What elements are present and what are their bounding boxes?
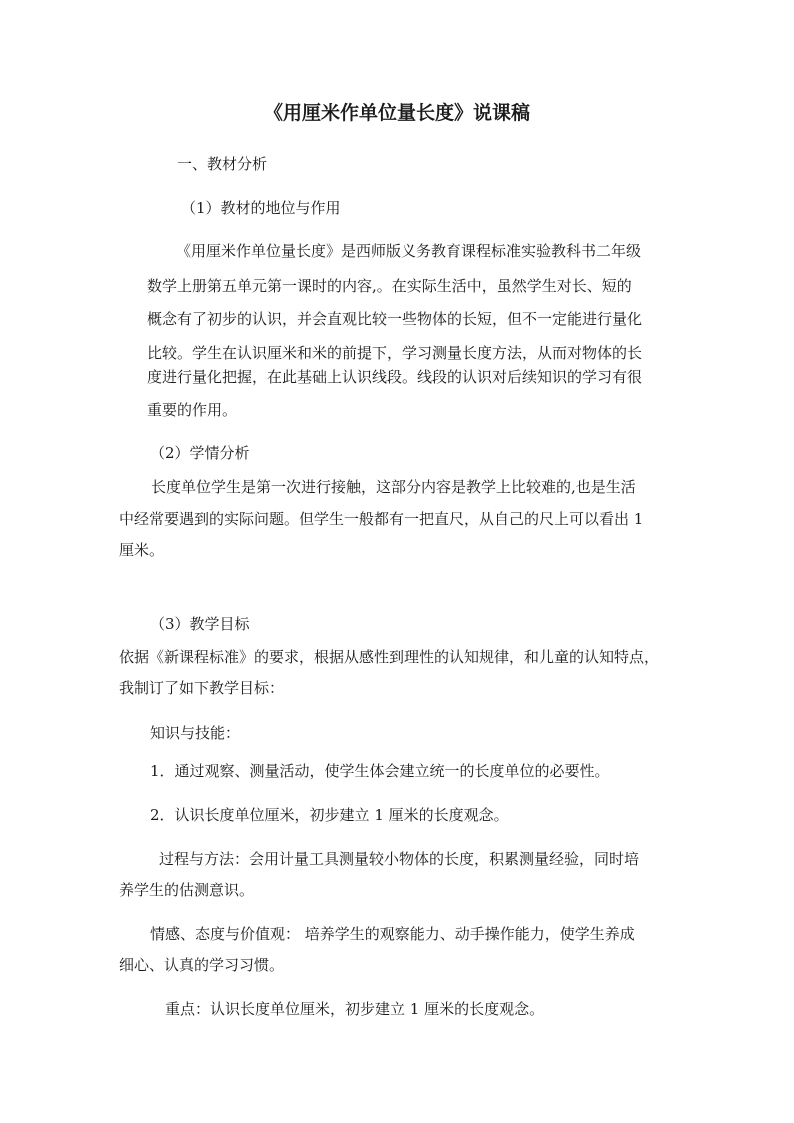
key-point-line: 重点：认识长度单位厘米，初步建立 1 厘米的长度观念。 [165, 1000, 545, 1018]
paragraph-line: 概念有了初步的认识，并会直观比较一些物体的长短，但不一定能进行量化 [147, 310, 643, 328]
paragraph-line: 《用厘米作单位量长度》是西师版义务教育课程标准实验教科书二年级 [176, 242, 642, 260]
paragraph-line: 依据《新课程标准》的要求，根据从感性到理性的认知规律，和儿童的认知特点， [119, 648, 660, 666]
paragraph-line: 度进行量化把握，在此基础上认识线段。线段的认识对后续知识的学习有很 [147, 368, 643, 386]
paragraph-line: 重要的作用。 [147, 401, 238, 419]
section-heading-textbook-analysis: 一、教材分析 [177, 155, 268, 173]
subsection-heading-objectives: （3）教学目标 [150, 615, 250, 633]
subsection-heading-learner-analysis: （2）学情分析 [150, 444, 250, 462]
paragraph-line: 数学上册第五单元第一课时的内容,。在实际生活中，虽然学生对长、短的 [147, 277, 632, 295]
paragraph-line: 我制订了如下教学目标： [119, 679, 285, 697]
subsection-heading-role: （1）教材的地位与作用 [181, 199, 341, 217]
knowledge-skills-heading: 知识与技能： [150, 724, 241, 742]
objective-item: 1．通过观察、测量活动，使学生体会建立统一的长度单位的必要性。 [150, 762, 610, 780]
paragraph-line: 中经常要遇到的实际问题。但学生一般都有一把直尺，从自己的尺上可以看出 1 [119, 510, 644, 528]
objective-item: 2．认识长度单位厘米，初步建立 1 厘米的长度观念。 [150, 806, 509, 824]
paragraph-line: 养学生的估测意识。 [119, 881, 255, 899]
paragraph-line: 比较。学生在认识厘米和米的前提下，学习测量长度方法，从而对物体的长 [147, 344, 643, 362]
document-title: 《用厘米作单位量长度》说课稿 [263, 102, 530, 124]
paragraph-line: 厘米。 [119, 541, 165, 559]
paragraph-line: 细心、认真的学习习惯。 [119, 956, 285, 974]
paragraph-line: 过程与方法：会用计量工具测量较小物体的长度，积累测量经验，同时培 [159, 850, 640, 868]
paragraph-line: 长度单位学生是第一次进行接触，这部分内容是教学上比较难的,也是生活 [151, 478, 636, 496]
paragraph-line: 情感、态度与价值观： 培养学生的观察能力、动手操作能力，使学生养成 [150, 925, 635, 943]
